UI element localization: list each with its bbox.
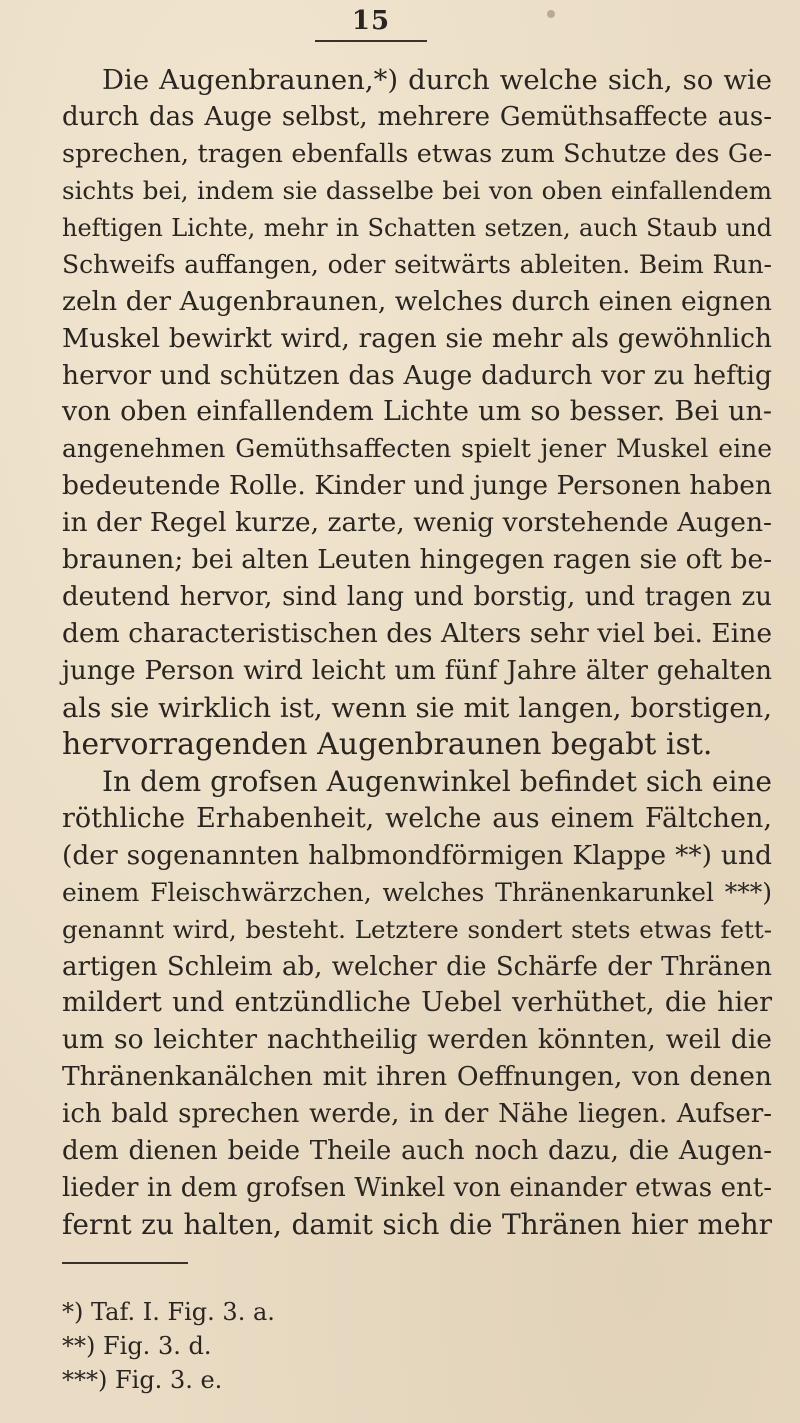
- paragraph-end-line: hervorragenden Augenbraunen begabt ist.: [62, 726, 713, 762]
- text-line: als sie wirklich ist, wenn sie mit langen, borstigen,: [62, 691, 772, 724]
- header-rule: [315, 40, 427, 42]
- text-line: ich bald sprechen werde, in der Nähe liegen. Aufser-: [62, 1099, 772, 1130]
- text-line: Schweifs auffangen, oder seitwärts ableiten. Beim Run-: [62, 249, 772, 279]
- text-line: Thränenkanälchen mit ihren Oeffnungen, von denen: [62, 1061, 772, 1093]
- text-line: um so leichter nachtheilig werden könnten, weil die: [62, 1024, 772, 1056]
- text-line: genannt wird, besteht. Letztere sondert stets etwas fett-: [62, 914, 772, 944]
- page-number: 15: [351, 6, 391, 36]
- text-line: braunen; bei alten Leuten hingegen ragen sie oft be-: [62, 544, 773, 576]
- footnote: *) Taf. I. Fig. 3. a.: [62, 1298, 275, 1326]
- text-line: bedeutende Rolle. Kinder und junge Personen haben: [62, 470, 772, 502]
- text-line: junge Person wird leicht um fünf Jahre älter gehalten: [62, 656, 772, 686]
- paper-speck: [547, 10, 555, 18]
- text-line: sprechen, tragen ebenfalls etwas zum Schutze des Ge-: [62, 138, 772, 169]
- text-line: dem characteristischen des Alters sehr viel bei. Eine: [62, 618, 772, 650]
- text-line: einem Fleischwärzchen, welches Thränenkarunkel ***): [62, 877, 772, 907]
- text-line: zeln der Augenbraunen, welches durch einen eignen: [62, 285, 772, 317]
- text-line: dem dienen beide Theile auch noch dazu, die Augen-: [62, 1136, 772, 1167]
- text-line: (der sogenannten halbmondförmigen Klappe **) und: [62, 839, 772, 871]
- text-line: röthliche Erhabenheit, welche aus einem Fältchen,: [62, 802, 772, 834]
- text-line: hervor und schützen das Auge dadurch vor zu heftig: [62, 359, 772, 391]
- text-line: fernt zu halten, damit sich die Thränen hier mehr: [62, 1208, 772, 1242]
- footnote-rule: [62, 1262, 188, 1264]
- text-line: Muskel bewirkt wird, ragen sie mehr als gewöhnlich: [62, 322, 772, 354]
- text-line: deutend hervor, sind lang und borstig, und tragen zu: [62, 582, 772, 613]
- text-line: durch das Auge selbst, mehrere Gemüthsaffecte aus-: [62, 101, 772, 132]
- text-line: von oben einfallendem Lichte um so besser. Bei un-: [62, 396, 772, 428]
- text-line: Die Augenbraunen,*) durch welche sich, so wie: [102, 64, 772, 96]
- text-line: angenehmen Gemüthsaffecten spielt jener Muskel eine: [62, 434, 772, 464]
- text-line: In dem grofsen Augenwinkel befindet sich eine: [102, 764, 772, 798]
- text-line: heftigen Lichte, mehr in Schatten setzen, auch Staub und: [62, 213, 772, 242]
- text-line: lieder in dem grofsen Winkel von einander etwas ent-: [62, 1173, 772, 1204]
- text-line: in der Regel kurze, zarte, wenig vorstehende Augen-: [62, 507, 772, 539]
- footnote: ***) Fig. 3. e.: [62, 1366, 223, 1394]
- text-line: mildert und entzündliche Uebel verhüthet, die hier: [62, 987, 772, 1019]
- footnote: **) Fig. 3. d.: [62, 1332, 212, 1360]
- text-line: sichts bei, indem sie dasselbe bei von oben einfallendem: [62, 175, 772, 205]
- text-line: artigen Schleim ab, welcher die Schärfe der Thränen: [62, 951, 772, 982]
